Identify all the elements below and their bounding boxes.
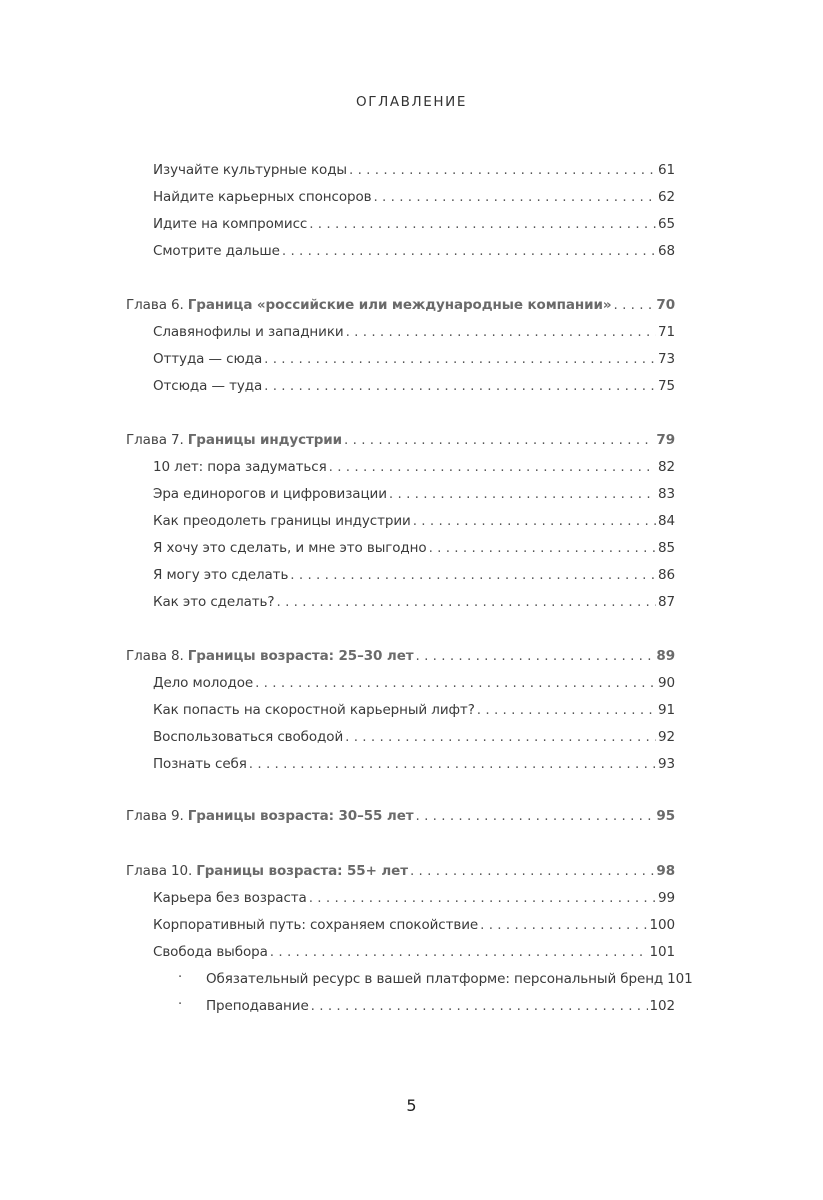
entry-page: 82: [658, 459, 675, 475]
chapter-prefix: Глава 10.: [126, 863, 193, 879]
entry-page: 99: [658, 890, 675, 906]
leader-dots: [613, 295, 654, 315]
entry-page: 101: [667, 971, 693, 987]
chapter-page: 98: [656, 863, 675, 879]
toc-entry: [153, 457, 675, 477]
leader-dots: [309, 888, 656, 908]
entry-label: Смотрите дальше: [153, 243, 280, 259]
entry-label: Познать себя: [153, 756, 247, 772]
entry-label: Дело молодое: [153, 675, 254, 691]
bullet-icon: ·: [178, 970, 183, 985]
entry-label: Обязательный ресурс в вашей платформе: персональный бренд: [206, 971, 664, 987]
toc-entry: [153, 592, 675, 612]
entry-label: Отсюда — туда: [153, 378, 263, 394]
chapter-page: 79: [656, 432, 675, 448]
toc-entry: [153, 565, 675, 585]
entry-label: Как преодолеть границы индустрии: [153, 513, 411, 529]
leader-dots: [249, 754, 656, 774]
toc-entry: [153, 888, 675, 908]
entry-page: 100: [649, 917, 675, 933]
leader-dots: [346, 322, 656, 342]
entry-page: 93: [658, 756, 675, 772]
entry-page: 102: [649, 998, 675, 1014]
bullet-icon: ·: [178, 997, 183, 1012]
leader-dots: [276, 592, 656, 612]
entry-label: Найдите карьерных спонсоров: [153, 189, 372, 205]
toc-entry: [153, 241, 675, 261]
leader-dots: [264, 376, 656, 396]
toc-entry: [153, 727, 675, 747]
leader-dots: [345, 727, 656, 747]
entry-page: 90: [658, 675, 675, 691]
leader-dots: [349, 160, 656, 180]
toc-bullet-entry: [206, 969, 693, 989]
page-number: 5: [406, 1096, 417, 1115]
toc-entry: [153, 484, 675, 504]
entry-label: Я могу это сделать: [153, 567, 289, 583]
entry-label: 10 лет: пора задуматься: [153, 459, 327, 475]
entry-page: 71: [658, 324, 675, 340]
toc-entry: [153, 214, 675, 234]
toc-entry: [153, 915, 675, 935]
chapter-title: Граница «российские или международные компании»: [187, 297, 612, 313]
entry-page: 61: [658, 162, 675, 178]
entry-page: 84: [658, 513, 675, 529]
leader-dots: [413, 511, 656, 531]
leader-dots: [309, 214, 656, 234]
entry-page: 68: [658, 243, 675, 259]
chapter-title: Границы возраста: 30–55 лет: [187, 808, 414, 824]
leader-dots: [373, 187, 656, 207]
chapter-prefix: Глава 7.: [126, 432, 184, 448]
chapter-prefix: Глава 6.: [126, 297, 184, 313]
chapter-title: Границы возраста: 25–30 лет: [187, 648, 414, 664]
entry-label: Оттуда — сюда: [153, 351, 263, 367]
leader-dots: [329, 457, 656, 477]
chapter-page: 89: [656, 648, 675, 664]
toc-entry: [153, 538, 675, 558]
entry-label: Преподавание: [206, 998, 309, 1014]
entry-label: Идите на компромисс: [153, 216, 308, 232]
leader-dots: [255, 673, 656, 693]
chapter-heading: [126, 806, 675, 826]
toc-entry: [153, 322, 675, 342]
toc-entry: [153, 160, 675, 180]
chapter-heading: [126, 295, 675, 315]
chapter-page: 70: [656, 297, 675, 313]
entry-page: 83: [658, 486, 675, 502]
entry-page: 75: [658, 378, 675, 394]
leader-dots: [389, 484, 656, 504]
leader-dots: [290, 565, 656, 585]
entry-page: 86: [658, 567, 675, 583]
toc-entry: [153, 376, 675, 396]
entry-label: Корпоративный путь: сохраняем спокойствие: [153, 917, 479, 933]
entry-label: Карьера без возраста: [153, 890, 307, 906]
chapter-page: 95: [656, 808, 675, 824]
entry-page: 87: [658, 594, 675, 610]
entry-label: Свобода выбора: [153, 944, 268, 960]
leader-dots: [416, 806, 655, 826]
entry-page: 101: [649, 944, 675, 960]
toc-entry: [153, 700, 675, 720]
chapter-heading: [126, 430, 675, 450]
chapter-title: Границы индустрии: [187, 432, 343, 448]
leader-dots: [410, 861, 654, 881]
entry-label: Как это сделать?: [153, 594, 275, 610]
toc-entry: [153, 349, 675, 369]
leader-dots: [429, 538, 656, 558]
entry-page: 92: [658, 729, 675, 745]
entry-label: Я хочу это сделать, и мне это выгодно: [153, 540, 427, 556]
entry-label: Славянофилы и западники: [153, 324, 344, 340]
chapter-prefix: Глава 9.: [126, 808, 184, 824]
entry-page: 91: [658, 702, 675, 718]
entry-label: Эра единорогов и цифровизации: [153, 486, 387, 502]
toc-entry: [153, 187, 675, 207]
chapter-heading: [126, 861, 675, 881]
toc-title: ОГЛАВЛЕНИЕ: [356, 94, 467, 110]
entry-page: 65: [658, 216, 675, 232]
entry-page: 85: [658, 540, 675, 556]
entry-label: Изучайте культурные коды: [153, 162, 347, 178]
leader-dots: [311, 996, 648, 1016]
leader-dots: [282, 241, 656, 261]
toc-entry: [153, 754, 675, 774]
toc-bullet-entry: [206, 996, 675, 1016]
leader-dots: [344, 430, 654, 450]
entry-label: Воспользоваться свободой: [153, 729, 344, 745]
toc-entry: [153, 942, 675, 962]
chapter-prefix: Глава 8.: [126, 648, 184, 664]
chapter-heading: [126, 646, 675, 666]
chapter-title: Границы возраста: 55+ лет: [196, 863, 408, 879]
entry-page: 73: [658, 351, 675, 367]
leader-dots: [416, 646, 655, 666]
leader-dots: [264, 349, 656, 369]
leader-dots: [480, 915, 647, 935]
entry-page: 62: [658, 189, 675, 205]
leader-dots: [477, 700, 656, 720]
toc-entry: [153, 673, 675, 693]
leader-dots: [270, 942, 648, 962]
toc-entry: [153, 511, 675, 531]
entry-label: Как попасть на скоростной карьерный лифт?: [153, 702, 475, 718]
